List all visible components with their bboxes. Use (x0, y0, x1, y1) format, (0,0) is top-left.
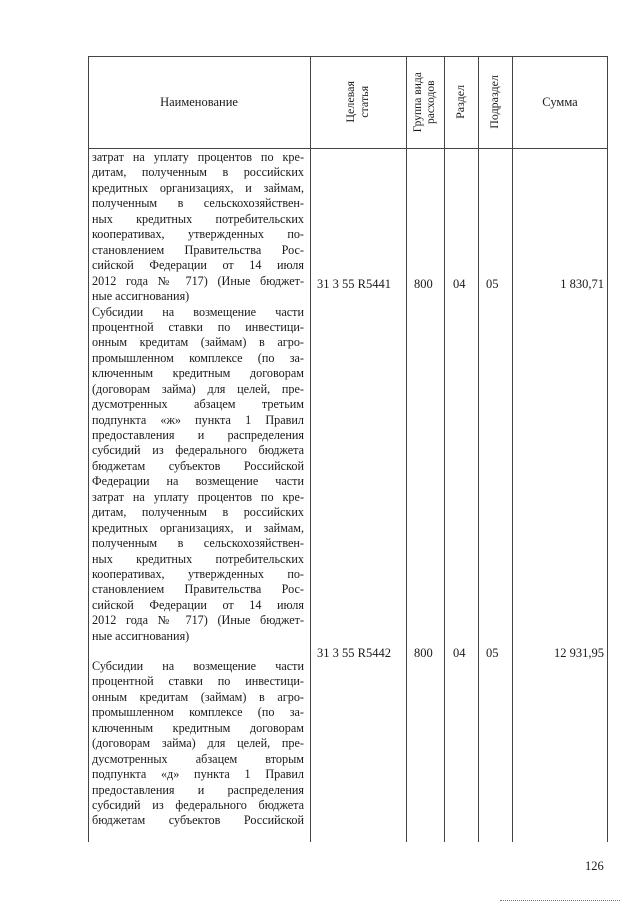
divider-target (310, 56, 311, 842)
page-number: 126 (585, 859, 604, 873)
header-expense-group: Группа вида расходов (411, 71, 438, 133)
row-1-description: затрат на уплату процентов по кре- дитам, полученным в российских кредитных организациях, и займам, полученным в сельскохозяйствен- ных кредитных потребительских кооперативах, утвержденных по- становлением Правительства Рос- сийской Федерации от 14 июля 2012 года № 717) (Иные бюджет- ные ассигнования) (92, 150, 304, 303)
row-2-subsection: 05 (486, 646, 499, 660)
divider-section (444, 56, 445, 842)
divider-subsection (478, 56, 479, 842)
header-sum: Сумма (542, 94, 578, 109)
header-subsection: Подраздел (487, 75, 502, 129)
row-2-expense-group: 800 (414, 646, 433, 660)
row-3-description: Субсидии на возмещение части процентной ставки по инвестици- онным кредитам (займам) в агро- промышленном комплексе (по за- ключенным кредитным договорам (договорам займа) для целей, пре- дусмотренных абзацем вторым подпункта «д» пункта 1 Правил предоставления и распределения субсидий из федерального бюджета бюджетам субъектов Российской (92, 659, 304, 828)
row-1-expense-group: 800 (414, 277, 433, 291)
left-border (88, 56, 89, 842)
divider-sum (512, 56, 513, 842)
divider-group (406, 56, 407, 842)
budget-table (88, 56, 608, 842)
row-2-section: 04 (453, 646, 466, 660)
header-bottom-border (88, 148, 608, 149)
header-name: Наименование (160, 94, 238, 109)
scan-artifact (500, 900, 620, 902)
header-target-article: Целевая статья (343, 81, 371, 123)
row-2-description: Субсидии на возмещение части процентной ставки по инвестици- онным кредитам (займам) в агро- промышленном комплексе (по за- ключенным кредитным договорам (договорам займа) для целей, пре- дусмотренных абзацем третьим подпункта «ж» пункта 1 Правил предоставления и распределения субсидий из федерального бюджета бюджетам субъектов Российской Федерации на возмещение части затрат на уплату процентов по кре- дитам, полученным в российских кредитных организациях, и займам, полученным в сельскохозяйствен- ных кредитных потребительских кооперативах, утвержденных по- становлением Правительства Рос- сийской Федерации от 14 июля 2012 года № 717) (Иные бюджет- ные ассигнования) (92, 304, 304, 643)
row-2-sum: 12 931,95 (554, 646, 604, 660)
header-section: Раздел (453, 85, 468, 119)
right-border (607, 56, 608, 842)
row-1-subsection: 05 (486, 277, 499, 291)
row-1-target-article: 31 3 55 R5441 (317, 277, 391, 291)
row-1-sum: 1 830,71 (560, 277, 604, 291)
row-2-target-article: 31 3 55 R5442 (317, 646, 391, 660)
row-1-section: 04 (453, 277, 466, 291)
